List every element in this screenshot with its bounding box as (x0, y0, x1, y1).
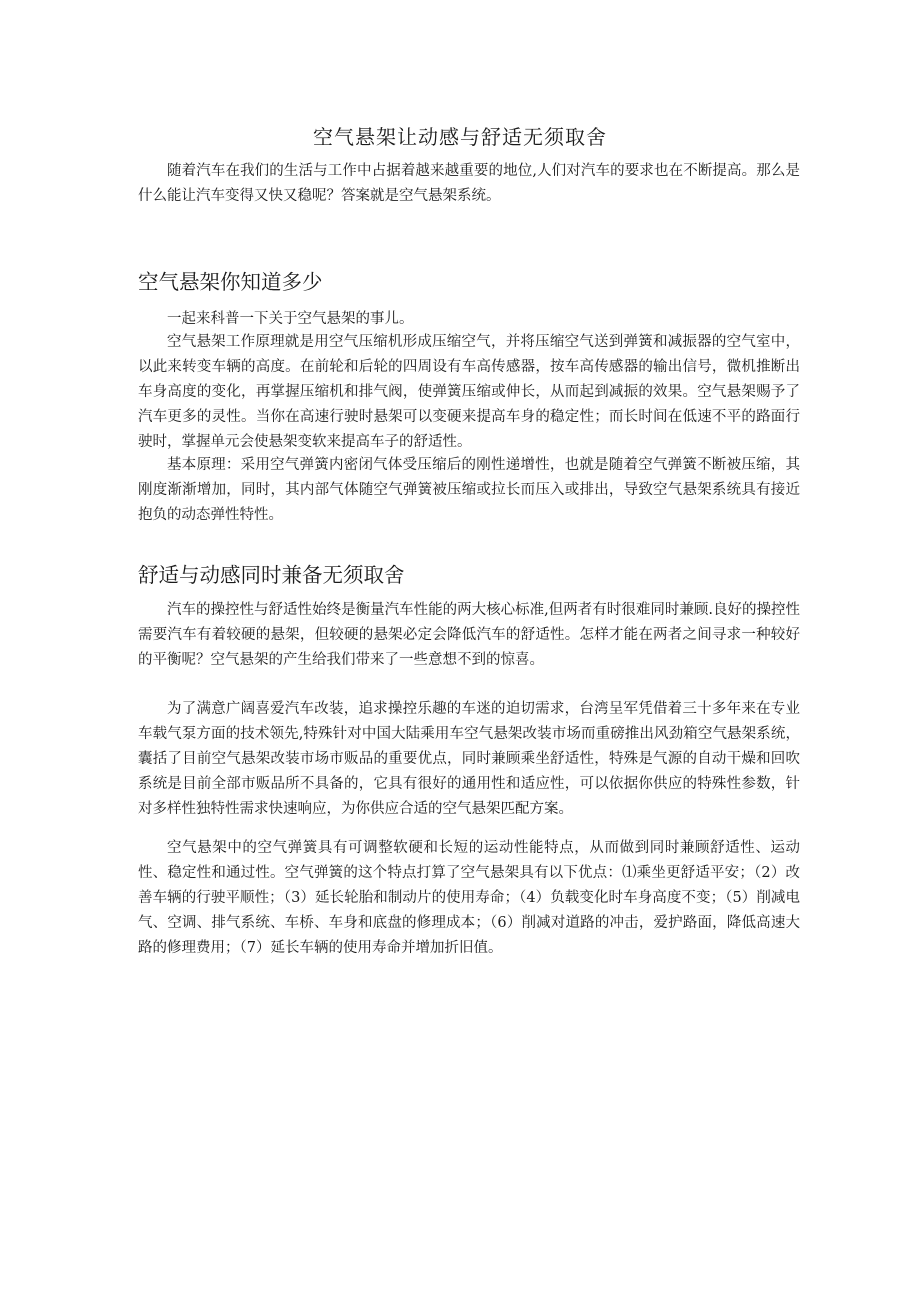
section-heading-comfort-and-sport: 舒适与动感同时兼备无须取舍 (138, 563, 405, 587)
section2-paragraph-1: 汽车的操控性与舒适性始终是衡量汽车性能的两大核心标准,但两者有时很难同时兼顾.良好的操控性需要汽车有着较硬的悬架，但较硬的悬架必定会降低汽车的舒适性。怎样才能在两者之间寻求一种较好的平衡呢？空气悬架的产生给我们带来了一些意想不到的惊喜。 (138, 602, 800, 668)
section-heading-air-suspension-basics: 空气悬架你知道多少 (138, 270, 323, 294)
section1-paragraph-2: 空气悬架工作原理就是用空气压缩机形成压缩空气，并将压缩空气送到弹簧和减振器的空气室中，以此来转变车辆的高度。在前轮和后轮的四周设有车高传感器，按车高传感器的输出信号，微机推断出车身高度的变化，再掌握压缩机和排气阀，使弹簧压缩或伸长，从而起到减振的效果。空气悬架赐予了汽车更多的灵性。当你在高速行驶时悬架可以变硬来提高车身的稳定性；而长时间在低速不平的路面行驶时，掌握单元会使悬架变软来提高车子的舒适性。 (138, 334, 800, 450)
section1-paragraph-1: 一起来科普一下关于空气悬架的事儿。 (167, 311, 414, 327)
section2-paragraph-3: 空气悬架中的空气弹簧具有可调整软硬和长短的运动性能特点，从而做到同时兼顾舒适性、运动性、稳定性和通过性。空气弹簧的这个特点打算了空气悬架具有以下优点：⑴乘坐更舒适平安；（2）改善车辆的行驶平顺性；（3）延长轮胎和制动片的使用寿命；（4）负载变化时车身高度不变；（5）削减电气、空调、排气系统、车桥、车身和底盘的修理成本；（6）削减对道路的冲击，爱护路面，降低高速大路的修理费用；（7）延长车辆的使用寿命并增加折旧值。 (138, 840, 800, 956)
section1-paragraph-3: 基本原理：采用空气弹簧内密闭气体受压缩后的刚性递增性，也就是随着空气弹簧不断被压缩，其刚度渐渐增加，同时，其内部气体随空气弹簧被压缩或拉长而压入或排出，导致空气悬架系统具有接近抱负的动态弹性特性。 (138, 457, 800, 523)
document-title: 空气悬架让动感与舒适无须取舍 (313, 125, 607, 149)
section2-paragraph-2: 为了满意广阔喜爱汽车改装，追求操控乐趣的车迷的迫切需求，台湾呈军凭借着三十多年来在专业车载气泵方面的技术领先,特殊针对中国大陆乘用车空气悬架改装市场而重磅推出风劲箱空气悬架系统，囊括了目前空气悬架改装市场市贩品的重要优点，同时兼顾乘坐舒适性，特殊是气源的自动干燥和回吹系统是目前全部市贩品所不具备的，它具有很好的通用性和适应性，可以依据你供应的特殊性参数，针对多样性独特性需求快速响应，为你供应合适的空气悬架匹配方案。 (138, 701, 800, 817)
intro-paragraph: 随着汽车在我们的生活与工作中占据着越来越重要的地位,人们对汽车的要求也在不断提高。那么是什么能让汽车变得又快又稳呢？答案就是空气悬架系统。 (138, 163, 800, 204)
